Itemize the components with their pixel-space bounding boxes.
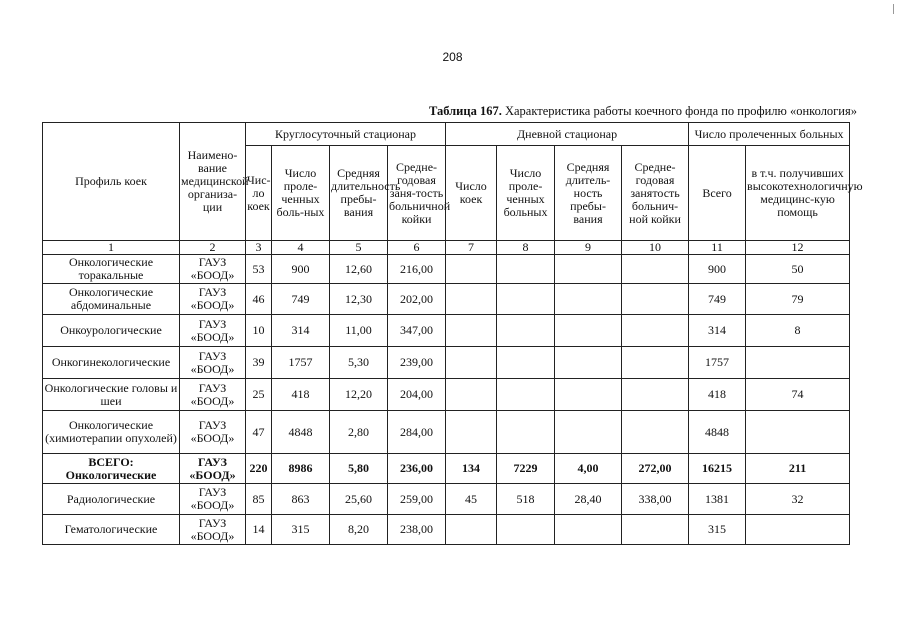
cell-org: ГАУЗ «БООД» (180, 315, 246, 347)
cell-rc-beds: 14 (246, 515, 272, 545)
cell-rc-avg-stay: 12,60 (330, 255, 388, 284)
cell-hitech: 211 (746, 454, 850, 484)
cell-rc-occupancy: 284,00 (388, 411, 446, 454)
header-rc-avg-stay: Средняя длительность пребы-вания (330, 146, 388, 241)
bed-fund-table (42, 122, 863, 545)
table-row-total (43, 454, 850, 484)
table-row (43, 379, 850, 411)
cell-rc-beds: 220 (246, 454, 272, 484)
cell-d-occupancy (622, 255, 689, 284)
cell-d-beds (446, 515, 497, 545)
header-round-clock: Круглосуточный стационар (246, 123, 446, 146)
cell-rc-patients: 1757 (272, 347, 330, 379)
cell-rc-occupancy: 347,00 (388, 315, 446, 347)
cell-rc-beds: 10 (246, 315, 272, 347)
cell-rc-occupancy: 239,00 (388, 347, 446, 379)
cell-rc-occupancy: 238,00 (388, 515, 446, 545)
cell-profile: Онкологические торакальные (43, 255, 180, 284)
col-number: 6 (388, 241, 446, 255)
cell-rc-avg-stay: 12,20 (330, 379, 388, 411)
cell-rc-beds: 46 (246, 284, 272, 315)
cell-profile: Онкоурологические (43, 315, 180, 347)
cell-rc-patients: 900 (272, 255, 330, 284)
cell-hitech: 79 (746, 284, 850, 315)
cell-d-patients (497, 379, 555, 411)
cell-rc-avg-stay: 25,60 (330, 484, 388, 515)
cell-d-beds: 134 (446, 454, 497, 484)
cell-hitech (746, 411, 850, 454)
cell-d-occupancy: 272,00 (622, 454, 689, 484)
cell-total: 315 (689, 515, 746, 545)
col-number: 2 (180, 241, 246, 255)
cell-total: 1381 (689, 484, 746, 515)
cell-d-avg-stay: 28,40 (555, 484, 622, 515)
cell-profile: Онкогинекологические (43, 347, 180, 379)
header-hitech: в т.ч. получивших высокотехнологичную медицинс-кую помощь (746, 146, 850, 241)
cell-d-occupancy (622, 515, 689, 545)
table-caption-text: Характеристика работы коечного фонда по профилю «онкология» (501, 104, 857, 118)
cell-rc-occupancy: 202,00 (388, 284, 446, 315)
cell-hitech (746, 347, 850, 379)
cell-hitech: 50 (746, 255, 850, 284)
cell-rc-occupancy: 236,00 (388, 454, 446, 484)
cell-org: ГАУЗ «БООД» (180, 255, 246, 284)
cell-d-avg-stay: 4,00 (555, 454, 622, 484)
header-rc-patients: Число проле-ченных боль-ных (272, 146, 330, 241)
cell-rc-avg-stay: 11,00 (330, 315, 388, 347)
cell-total: 4848 (689, 411, 746, 454)
header-total: Всего (689, 146, 746, 241)
cell-rc-avg-stay: 2,80 (330, 411, 388, 454)
cell-profile: ВСЕГО: Онкологические (43, 454, 180, 484)
page-edge-mark (893, 4, 894, 14)
cell-rc-occupancy: 216,00 (388, 255, 446, 284)
cell-rc-patients: 749 (272, 284, 330, 315)
cell-profile: Гематологические (43, 515, 180, 545)
cell-total: 314 (689, 315, 746, 347)
cell-d-occupancy (622, 347, 689, 379)
cell-d-avg-stay (555, 379, 622, 411)
cell-rc-patients: 8986 (272, 454, 330, 484)
header-d-patients: Число проле-ченных больных (497, 146, 555, 241)
cell-rc-beds: 25 (246, 379, 272, 411)
cell-org: ГАУЗ «БООД» (180, 411, 246, 454)
cell-d-patients: 518 (497, 484, 555, 515)
cell-rc-patients: 863 (272, 484, 330, 515)
column-number-row (43, 241, 850, 255)
cell-rc-patients: 314 (272, 315, 330, 347)
cell-d-patients (497, 515, 555, 545)
col-number: 5 (330, 241, 388, 255)
cell-rc-patients: 4848 (272, 411, 330, 454)
header-d-avg-stay: Средняя длитель-ность пребы-вания (555, 146, 622, 241)
cell-d-patients (497, 284, 555, 315)
cell-d-beds (446, 411, 497, 454)
cell-profile: Радиологические (43, 484, 180, 515)
cell-rc-patients: 418 (272, 379, 330, 411)
cell-d-beds (446, 347, 497, 379)
cell-rc-occupancy: 259,00 (388, 484, 446, 515)
cell-d-beds (446, 315, 497, 347)
col-number: 11 (689, 241, 746, 255)
cell-d-occupancy (622, 379, 689, 411)
cell-rc-avg-stay: 5,30 (330, 347, 388, 379)
page-number: 208 (442, 50, 463, 64)
cell-d-avg-stay (555, 255, 622, 284)
table-row (43, 411, 850, 454)
table-row (43, 284, 850, 315)
cell-rc-beds: 85 (246, 484, 272, 515)
cell-d-occupancy (622, 411, 689, 454)
cell-profile: Онкологические головы и шеи (43, 379, 180, 411)
cell-d-patients (497, 347, 555, 379)
table-row (43, 255, 850, 284)
cell-d-occupancy: 338,00 (622, 484, 689, 515)
cell-d-beds (446, 255, 497, 284)
cell-d-patients (497, 255, 555, 284)
cell-org: ГАУЗ «БООД» (180, 284, 246, 315)
col-number: 12 (746, 241, 850, 255)
header-d-occupancy: Средне-годовая занятость больнич-ной койки (622, 146, 689, 241)
header-day: Дневной стационар (446, 123, 689, 146)
cell-d-beds (446, 379, 497, 411)
table-row (43, 484, 850, 515)
header-profile: Профиль коек (43, 123, 180, 241)
cell-hitech: 8 (746, 315, 850, 347)
cell-hitech: 32 (746, 484, 850, 515)
header-treated: Число пролеченных больных (689, 123, 850, 146)
cell-profile: Онкологические (химиотерапии опухолей) (43, 411, 180, 454)
header-org: Наимено-вание медицинской организа-ции (180, 123, 246, 241)
col-number: 1 (43, 241, 180, 255)
cell-d-occupancy (622, 284, 689, 315)
cell-d-occupancy (622, 315, 689, 347)
cell-org: ГАУЗ «БООД» (180, 379, 246, 411)
col-number: 9 (555, 241, 622, 255)
table-row (43, 347, 850, 379)
table-caption (429, 104, 857, 119)
cell-total: 749 (689, 284, 746, 315)
cell-d-avg-stay (555, 347, 622, 379)
cell-rc-occupancy: 204,00 (388, 379, 446, 411)
header-rc-beds: Чис-ло коек (246, 146, 272, 241)
cell-d-patients (497, 411, 555, 454)
cell-total: 1757 (689, 347, 746, 379)
cell-total: 16215 (689, 454, 746, 484)
cell-d-avg-stay (555, 284, 622, 315)
cell-org: ГАУЗ «БООД» (180, 515, 246, 545)
cell-rc-avg-stay: 12,30 (330, 284, 388, 315)
cell-org: ГАУЗ «БООД» (180, 454, 246, 484)
cell-org: ГАУЗ «БООД» (180, 484, 246, 515)
col-number: 8 (497, 241, 555, 255)
cell-d-beds: 45 (446, 484, 497, 515)
cell-d-avg-stay (555, 515, 622, 545)
cell-rc-avg-stay: 8,20 (330, 515, 388, 545)
cell-total: 900 (689, 255, 746, 284)
header-rc-occupancy: Средне-годовая заня-тость больничной койки (388, 146, 446, 241)
cell-rc-beds: 39 (246, 347, 272, 379)
cell-rc-beds: 53 (246, 255, 272, 284)
cell-d-patients (497, 315, 555, 347)
col-number: 4 (272, 241, 330, 255)
cell-profile: Онкологические абдоминальные (43, 284, 180, 315)
col-number: 7 (446, 241, 497, 255)
cell-d-avg-stay (555, 315, 622, 347)
table-row (43, 515, 850, 545)
cell-d-avg-stay (555, 411, 622, 454)
cell-d-beds (446, 284, 497, 315)
col-number: 3 (246, 241, 272, 255)
cell-total: 418 (689, 379, 746, 411)
table-row (43, 315, 850, 347)
cell-org: ГАУЗ «БООД» (180, 347, 246, 379)
header-d-beds: Число коек (446, 146, 497, 241)
cell-hitech: 74 (746, 379, 850, 411)
table-caption-label: Таблица 167. (428, 104, 502, 118)
cell-d-patients: 7229 (497, 454, 555, 484)
cell-rc-avg-stay: 5,80 (330, 454, 388, 484)
cell-hitech (746, 515, 850, 545)
cell-rc-patients: 315 (272, 515, 330, 545)
col-number: 10 (622, 241, 689, 255)
cell-rc-beds: 47 (246, 411, 272, 454)
